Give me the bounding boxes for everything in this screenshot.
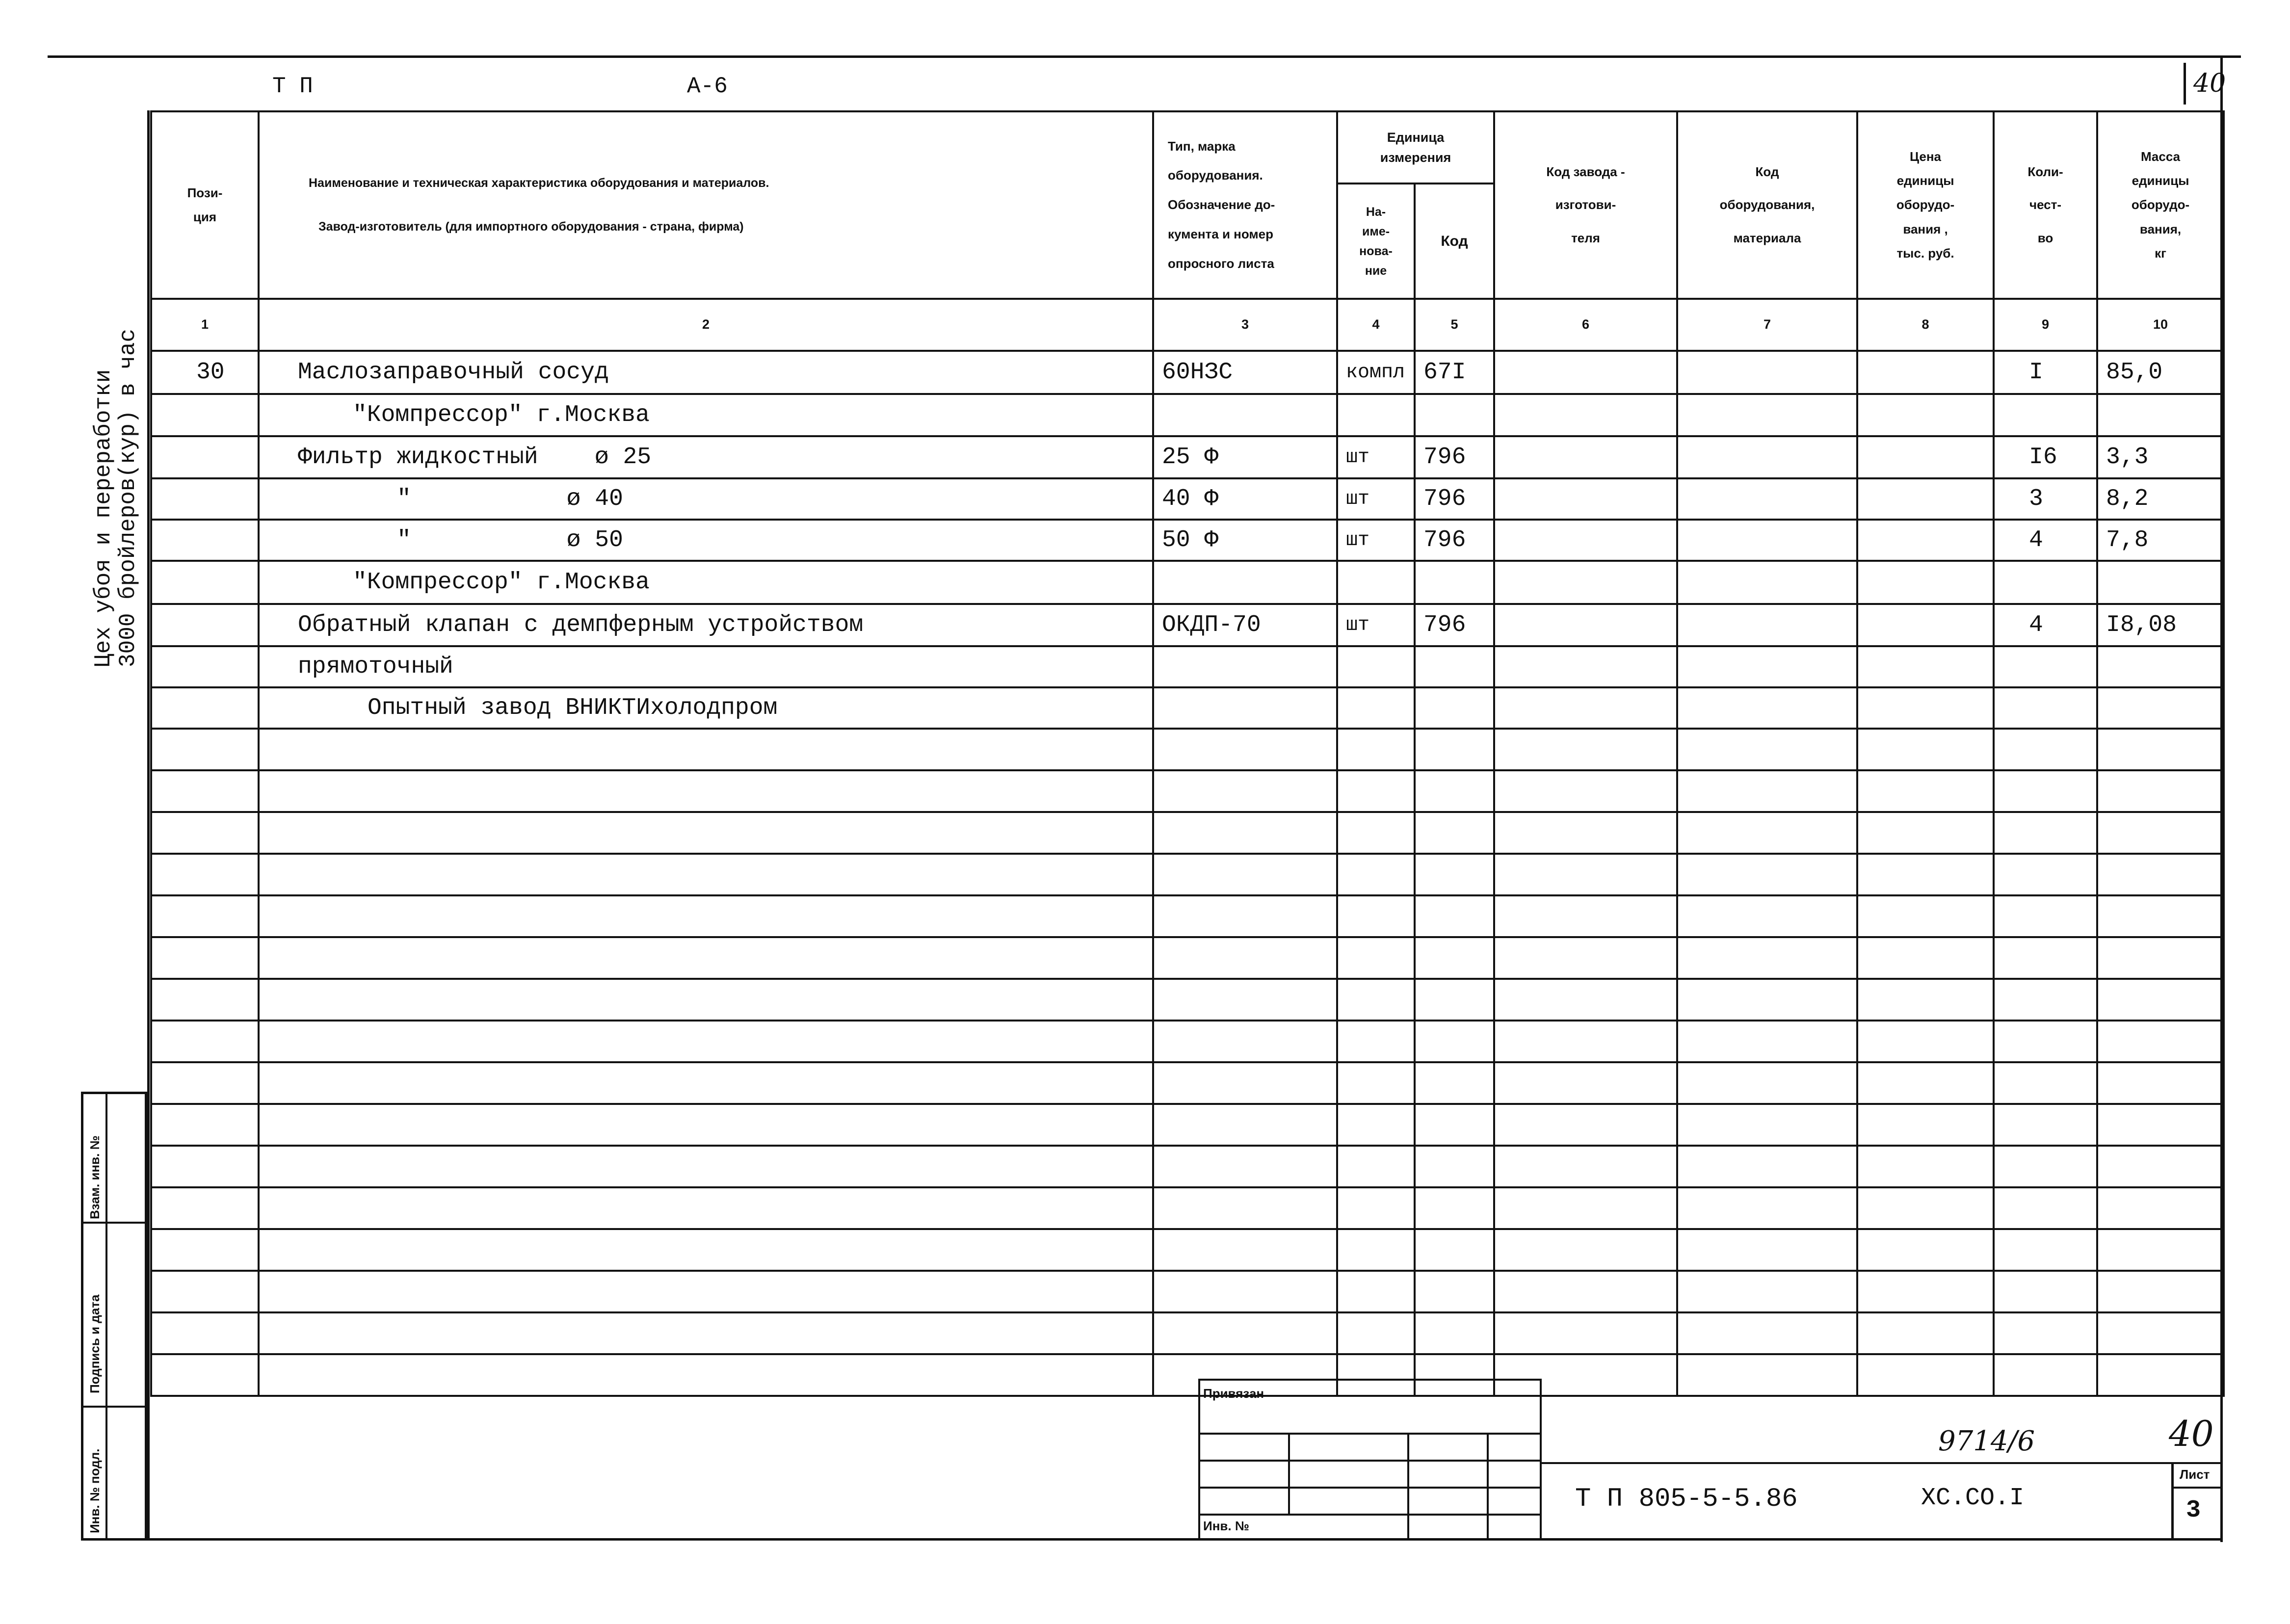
cell-name: прямоточный <box>298 654 453 680</box>
privyazan-vline2 <box>1407 1433 1409 1541</box>
cell-code: 796 <box>1423 486 1466 512</box>
table-row <box>151 1187 2224 1229</box>
header-name: Наименование и техническая характеристика оборудования и материалов. Завод-изготовитель (для импортного оборудования - страна, фирма) <box>259 111 1153 299</box>
table-row <box>151 1104 2224 1146</box>
cell-code: 796 <box>1423 527 1466 553</box>
top-code-mid: А-6 <box>687 74 728 99</box>
table-row <box>151 604 2224 646</box>
cell-unit: шт <box>1346 446 1370 469</box>
doc-code: Т П 805-5-5.86 <box>1575 1484 1798 1514</box>
cell-mass: 7,8 <box>2106 527 2149 553</box>
stamp-inv-orig: Инв. № подл. <box>87 1448 102 1533</box>
cell-qty: 4 <box>2029 527 2043 553</box>
cell-code: 796 <box>1423 612 1466 638</box>
table-row <box>151 1271 2224 1312</box>
privyazan-vline1 <box>1288 1433 1290 1514</box>
table-row <box>151 770 2224 812</box>
cell-unit: шт <box>1346 529 1370 551</box>
spec-table <box>150 110 2225 1397</box>
cell-name: "Компрессор" г.Москва <box>353 402 650 428</box>
table-row <box>151 1021 2224 1062</box>
stamp-replace-inv: Взам. инв. № <box>87 1135 102 1219</box>
header-unit-name: На- име- нова- ние <box>1337 183 1415 299</box>
cell-code: 796 <box>1423 444 1466 471</box>
sheet-number: 3 <box>2186 1496 2201 1524</box>
table-row <box>151 1312 2224 1354</box>
cell-qty: I <box>2029 359 2043 386</box>
top-code-left: Т П <box>272 74 313 99</box>
table-row <box>151 979 2224 1021</box>
inv-no-label: Инв. № <box>1203 1519 1249 1533</box>
table-row <box>151 729 2224 770</box>
side-label-line1: Цех убоя и переработки <box>91 369 116 667</box>
handwritten-number: 9714/6 <box>1938 1425 2035 1457</box>
cell-unit: шт <box>1346 488 1370 510</box>
table-row <box>151 895 2224 937</box>
privyazan-vline3 <box>1487 1433 1489 1541</box>
privyazan-hline3 <box>1198 1487 1542 1489</box>
frame-left <box>147 110 150 1541</box>
cell-type: 25 Ф <box>1162 444 1219 471</box>
header-price: Цена единицы оборудо- вания , тыс. руб. <box>1857 111 1994 299</box>
stamp-sign-date: Подпись и дата <box>87 1294 102 1393</box>
table-row <box>151 646 2224 687</box>
header-unit-group: Единица измерения <box>1337 111 1494 183</box>
privyazan-label: Привязан <box>1203 1386 1264 1401</box>
cell-type: 40 Ф <box>1162 486 1219 512</box>
privyazan-hline1 <box>1198 1433 1542 1435</box>
handwritten-page: 40 <box>2169 1413 2214 1454</box>
header-unit-code: Код <box>1415 183 1494 299</box>
cell-name: "Компрессор" г.Москва <box>353 569 650 596</box>
cell-mass: I8,08 <box>2106 612 2177 638</box>
table-row <box>151 520 2224 561</box>
cell-name: Маслозаправочный сосуд <box>298 359 609 386</box>
cell-type: 50 Ф <box>1162 527 1219 553</box>
header-plant-code: Код завода - изготови- теля <box>1494 111 1677 299</box>
header-type: Тип, марка оборудования. Обозначение до- кумента и номер опросного листа <box>1153 111 1337 299</box>
doc-mark: ХС.СО.I <box>1921 1484 2025 1512</box>
header-position: Пози- ция <box>151 111 259 299</box>
table-row <box>151 1062 2224 1104</box>
table-row <box>151 1354 2224 1396</box>
frame-bottom <box>81 1538 2223 1541</box>
table-row <box>151 854 2224 895</box>
table-row <box>151 937 2224 979</box>
table-row <box>151 687 2224 729</box>
table-row <box>151 1229 2224 1271</box>
cell-mass: 3,3 <box>2106 444 2149 471</box>
side-label-line2: 3000 бройлеров(кур) в час <box>115 328 141 667</box>
cell-qty: 3 <box>2029 486 2043 512</box>
cell-unit: компл <box>1346 361 1405 384</box>
cell-unit: шт <box>1346 614 1370 636</box>
table-row <box>151 561 2224 604</box>
sheet-label: Лист <box>2180 1467 2210 1482</box>
column-numbers-row: 1 2 3 4 5 6 7 8 9 10 <box>151 299 2224 351</box>
cell-mass: 8,2 <box>2106 486 2149 512</box>
cell-name: Опытный завод ВНИКТИхолодпром <box>368 695 778 721</box>
cell-code: 67I <box>1423 359 1466 386</box>
cell-name: Фильтр жидкостный ø 25 <box>298 444 652 471</box>
cell-qty: 4 <box>2029 612 2043 638</box>
cell-qty: I6 <box>2029 444 2057 471</box>
table-row <box>151 394 2224 436</box>
cell-type: ОКДП-70 <box>1162 612 1261 638</box>
header-quantity: Коли- чест- во <box>1994 111 2097 299</box>
cell-name: Обратный клапан с демпферным устройством <box>298 612 864 638</box>
table-row <box>151 478 2224 520</box>
cell-type: 60НЗС <box>1162 359 1233 386</box>
header-mass: Масса единицы оборудо- вания, кг <box>2097 111 2224 299</box>
header-equipment-code: Код оборудования, материала <box>1677 111 1857 299</box>
page-corner-number: 40 <box>2193 69 2226 98</box>
cell-pos: 30 <box>196 359 225 386</box>
privyazan-hline2 <box>1198 1460 1542 1462</box>
cell-name: " ø 40 <box>397 486 623 512</box>
sheet-divider <box>2171 1487 2223 1489</box>
privyazan-hline4 <box>1198 1514 1542 1516</box>
table-row <box>151 351 2224 394</box>
table-row <box>151 812 2224 854</box>
cell-mass: 85,0 <box>2106 359 2163 386</box>
stamp-divider-v <box>105 1092 107 1541</box>
stamp-divider-h2 <box>81 1406 147 1408</box>
table-row <box>151 1146 2224 1187</box>
outer-frame <box>48 55 2241 58</box>
stamp-divider-h1 <box>81 1222 147 1224</box>
doc-hline <box>1542 1462 2223 1464</box>
cell-name: " ø 50 <box>397 527 623 553</box>
table-row <box>151 436 2224 478</box>
